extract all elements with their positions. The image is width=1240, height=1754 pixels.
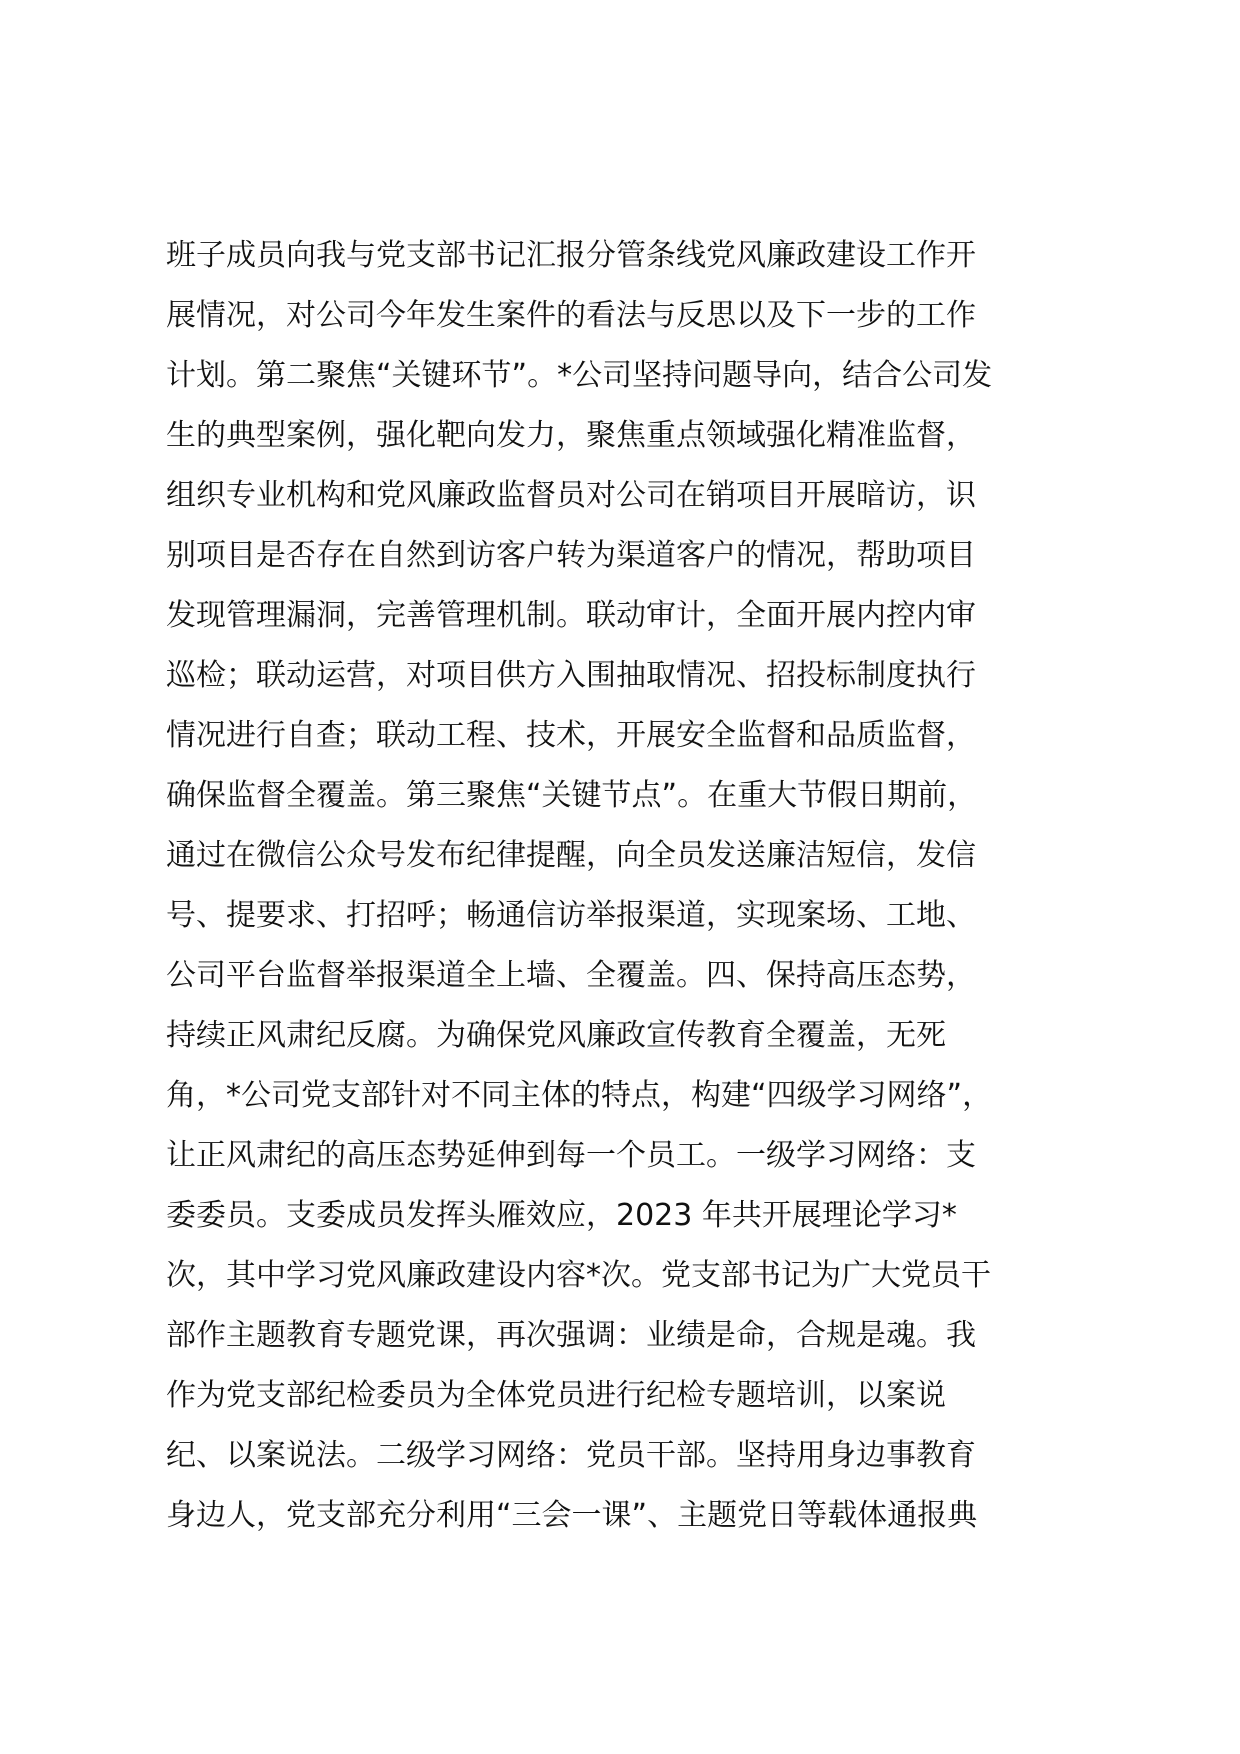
text-line: 部作主题教育专题党课，再次强调：业绩是命，合规是魂。我 <box>166 1318 976 1353</box>
text-line: 确保监督全覆盖。第三聚焦“关键节点”。在重大节假日期前， <box>166 778 978 813</box>
body-text <box>166 226 1086 1546</box>
text-line: 组织专业机构和党风廉政监督员对公司在销项目开展暗访，识 <box>166 478 976 513</box>
text-line: 展情况，对公司今年发生案件的看法与反思以及下一步的工作 <box>166 298 976 333</box>
text-line: 发现管理漏洞，完善管理机制。联动审计，全面开展内控内审 <box>166 598 976 633</box>
text-line: 巡检；联动运营，对项目供方入围抽取情况、招投标制度执行 <box>166 658 976 693</box>
text-line: 公司平台监督举报渠道全上墙、全覆盖。四、保持高压态势， <box>166 958 976 993</box>
text-line: 次，其中学习党风廉政建设内容*次。党支部书记为广大党员干 <box>166 1258 991 1293</box>
text-line: 生的典型案例，强化靶向发力，聚焦重点领域强化精准监督， <box>166 418 976 453</box>
text-line: 别项目是否存在自然到访客户转为渠道客户的情况，帮助项目 <box>166 538 976 573</box>
text-line: 作为党支部纪检委员为全体党员进行纪检专题培训，以案说 <box>166 1378 946 1413</box>
text-line: 身边人，党支部充分利用“三会一课”、主题党日等载体通报典 <box>166 1498 978 1533</box>
text-line: 让正风肃纪的高压态势延伸到每一个员工。一级学习网络：支 <box>166 1138 976 1173</box>
text-line: 持续正风肃纪反腐。为确保党风廉政宣传教育全覆盖，无死 <box>166 1018 946 1053</box>
text-line: 角，*公司党支部针对不同主体的特点，构建“四级学习网络”， <box>166 1078 993 1113</box>
text-line: 计划。第二聚焦“关键环节”。*公司坚持问题导向，结合公司发 <box>166 358 993 393</box>
text-line: 通过在微信公众号发布纪律提醒，向全员发送廉洁短信，发信 <box>166 838 976 873</box>
text-line: 纪、以案说法。二级学习网络：党员干部。坚持用身边事教育 <box>166 1438 976 1473</box>
text-line: 委委员。支委成员发挥头雁效应，2023 年共开展理论学习* <box>166 1198 957 1233</box>
text-line: 班子成员向我与党支部书记汇报分管条线党风廉政建设工作开 <box>166 238 976 273</box>
text-line: 号、提要求、打招呼；畅通信访举报渠道，实现案场、工地、 <box>166 898 976 933</box>
text-line: 情况进行自查；联动工程、技术，开展安全监督和品质监督， <box>166 718 976 753</box>
